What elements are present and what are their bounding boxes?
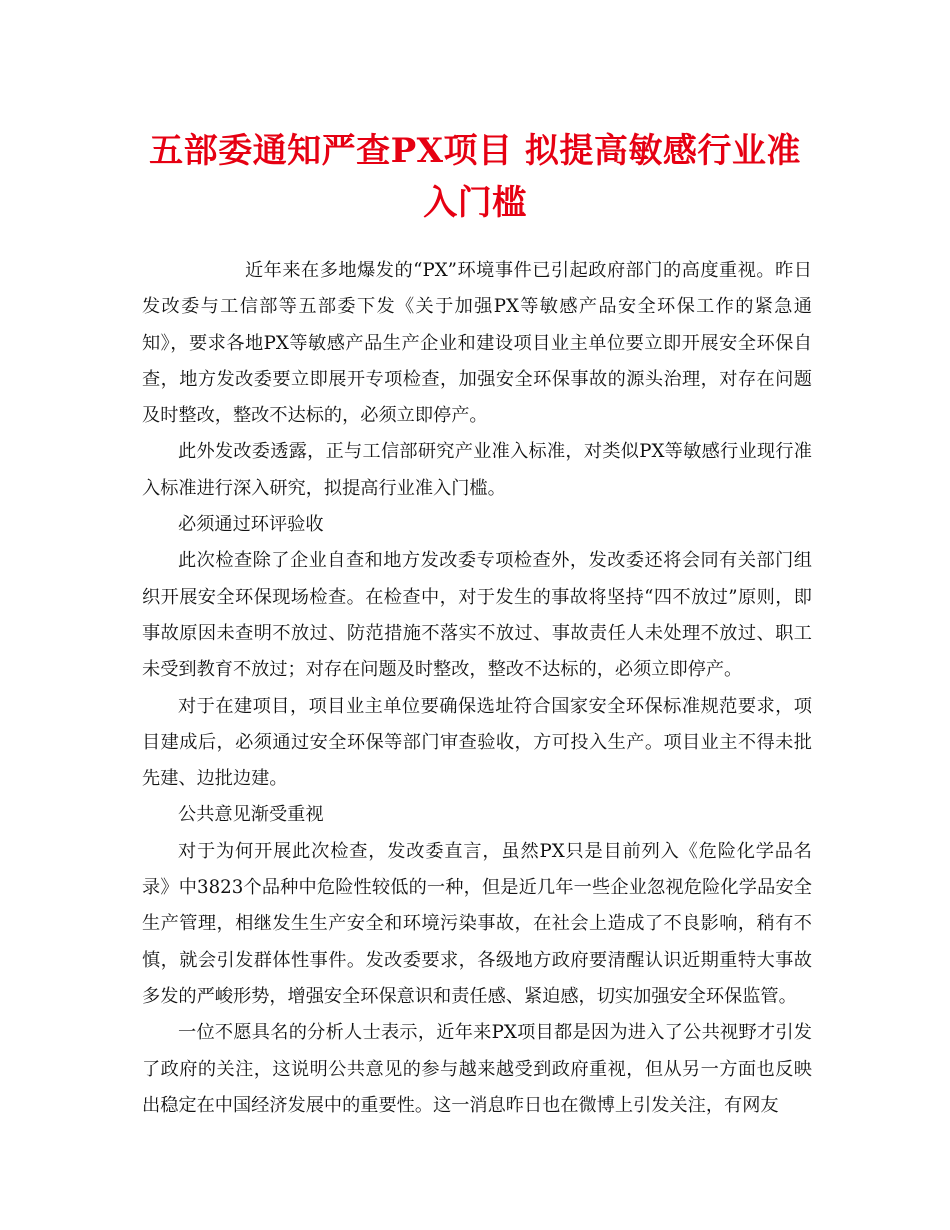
section-heading-public-opinion: 公共意见渐受重视 xyxy=(178,804,324,826)
title-line-1: 五部委通知严查PX项目 拟提高敏感行业准 xyxy=(149,131,801,171)
paragraph-analyst-comment: 一位不愿具名的分析人士表示，近年来PX项目都是因为进入了公共视野才引发了政府的关注，这说明公共意见的参与越来越受到政府重视，但从另一方面也反映出稳定在中国经济发展中的重要性。这一消息昨日也在微博上引发关注，有网友 xyxy=(142,1022,812,1116)
paragraph-projects-under-construction: 对于在建项目，项目业主单位要确保选址符合国家安全环保标准规范要求，项目建成后，必须通过安全环保等部门审查验收，方可投入生产。项目业主不得未批先建、边批边建。 xyxy=(142,695,812,790)
section-heading-eia: 必须通过环评验收 xyxy=(178,514,324,536)
title-line-2: 入门槛 xyxy=(423,183,527,223)
paragraph-industry-standards: 此外发改委透露，正与工信部研究产业准入标准，对类似PX等敏感行业现行准入标准进行深入研究，拟提高行业准入门槛。 xyxy=(142,441,812,499)
paragraph-reason-for-inspection: 对于为何开展此次检查，发改委直言，虽然PX只是目前列入《危险化学品名录》中3823个品种中危险性较低的一种，但是近几年一些企业忽视危险化学品安全生产管理，相继发生生产安全和环境污染事故，在社会上造成了不良影响，稍有不慎，就会引发群体性事件。发改委要求，各级地方政府要清醒认识近期重特大事故多发的严峻形势，增强安全环保意识和责任感、紧迫感，切实加强安全环保监管。 xyxy=(142,840,812,1007)
paragraph-intro: 近年来在多地爆发的“PX”环境事件已引起政府部门的高度重视。昨日发改委与工信部等五部委下发《关于加强PX等敏感产品安全环保工作的紧急通知》，要求各地PX等敏感产品生产企业和建设项目业主单位要立即开展安全环保自查，地方发改委要立即展开专项检查，加强安全环保事故的源头治理，对存在问题及时整改，整改不达标的，必须立即停产。 xyxy=(142,260,812,427)
document-body xyxy=(142,253,812,1124)
paragraph-inspection: 此次检查除了企业自查和地方发改委专项检查外，发改委还将会同有关部门组织开展安全环保现场检查。在检查中，对于发生的事故将坚持“四不放过”原则，即事故原因未查明不放过、防范措施不落实不放过、事故责任人未处理不放过、职工未受到教育不放过；对存在问题及时整改，整改不达标的，必须立即停产。 xyxy=(142,550,812,681)
document-title xyxy=(130,125,820,229)
